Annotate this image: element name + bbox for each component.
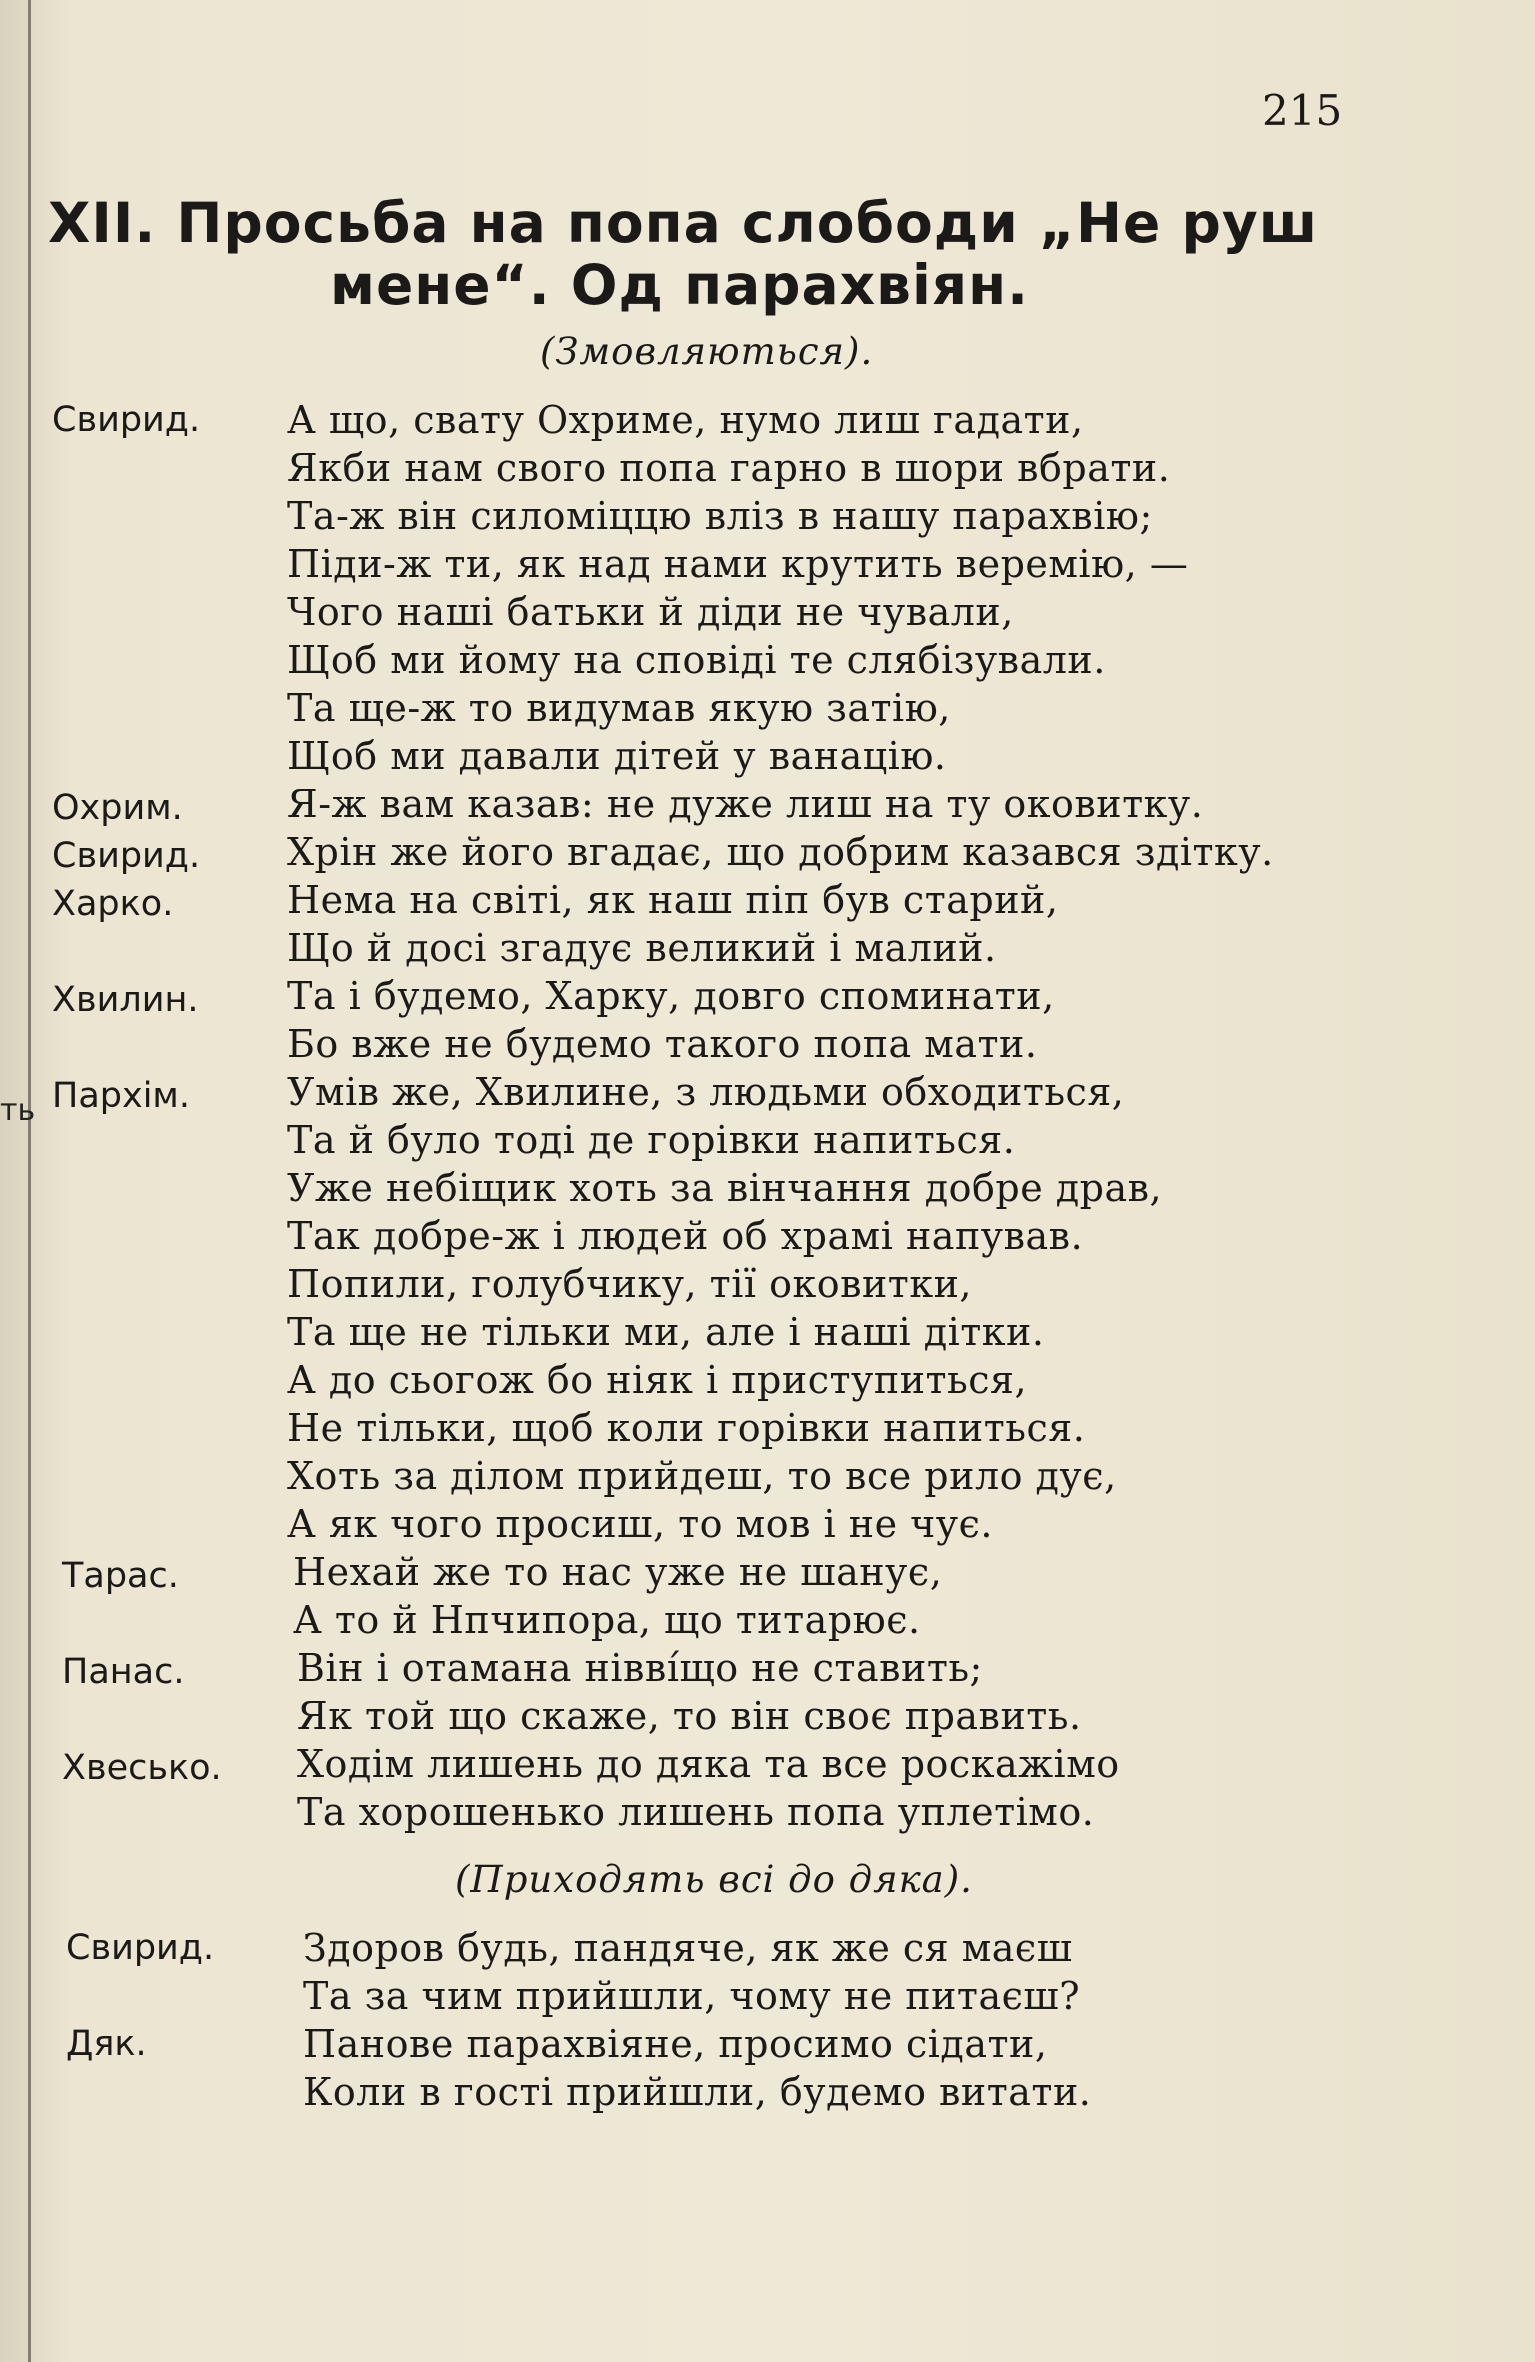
stage-direction: (Змовляються).: [540, 330, 874, 373]
verse-line: А що, свату Охриме, нумо лиш гадати,: [287, 398, 1084, 442]
binding-gutter: [28, 0, 31, 2362]
verse-line: Та за чим прийшли, чому не питаєш?: [303, 1974, 1081, 2018]
speaker-name: Пархім.: [52, 1076, 190, 1116]
verse-line: Здоров будь, пандяче, як же ся маєш: [303, 1926, 1073, 1970]
verse-line: Та хорошенько лишень попа уплетімо.: [297, 1790, 1095, 1834]
verse-line: Як той що скаже, то він своє править.: [297, 1694, 1082, 1738]
verse-line: Та і будемо, Харку, довго споминати,: [287, 974, 1055, 1018]
verse-line: Щоб ми давали дітей у ванацію.: [287, 734, 947, 778]
page-number: 215: [1262, 86, 1343, 135]
speaker-name: Харко.: [52, 884, 174, 924]
verse-line: Попили, голубчику, тії оковитки,: [287, 1262, 972, 1306]
speaker-name: Дяк.: [66, 2024, 147, 2064]
section-title-line-1: XII. Просьба на попа слободи „Не руш: [48, 191, 1319, 255]
verse-line: Чого наші батьки й діди не чували,: [287, 590, 1014, 634]
verse-line: Він і отамана нівві́що не ставить;: [297, 1646, 983, 1690]
verse-line: Хрін же його вгадає, що добрим казався здітку.: [287, 830, 1274, 874]
verse-line: А як чого просиш, то мов і не чує.: [287, 1502, 994, 1546]
speaker-name: Свирид.: [66, 1928, 215, 1968]
stage-direction: (Приходять всі до дяка).: [455, 1858, 973, 1901]
verse-line: Умів же, Хвилине, з людьми обходиться,: [287, 1070, 1125, 1114]
speaker-name: Хвесько.: [62, 1748, 222, 1788]
section-title-line-2: мене“. Од парахвіян.: [330, 253, 1030, 317]
verse-line: Та й було тоді де горівки напиться.: [287, 1118, 1016, 1162]
verse-line: Хоть за ділом прийдеш, то все рило дує,: [287, 1454, 1117, 1498]
verse-line: Я-ж вам казав: не дуже лиш на ту оковитку.: [287, 782, 1204, 826]
speaker-name: Тарас.: [62, 1556, 179, 1596]
verse-line: Якби нам свого попа гарно в шори вбрати.: [287, 446, 1171, 490]
verse-line: Так добре-ж і людей об храмі напував.: [287, 1214, 1084, 1258]
speaker-name: Хвилин.: [52, 980, 199, 1020]
verse-line: Панове парахвіяне, просимо сідати,: [303, 2022, 1048, 2066]
verse-line: Та-ж він силоміццю вліз в нашу парахвію;: [287, 494, 1153, 538]
verse-line: Нехай же то нас уже не шанує,: [293, 1550, 943, 1594]
verse-line: Піди-ж ти, як над нами крутить веремію, —: [287, 542, 1189, 586]
verse-line: Уже небіщик хоть за вінчання добре драв,: [287, 1166, 1163, 1210]
verse-line: А до сьогож бо ніяк і приступиться,: [287, 1358, 1028, 1402]
verse-line: Коли в гості прийшли, будемо витати.: [303, 2070, 1092, 2114]
verse-line: Та ще не тільки ми, але і наші дітки.: [287, 1310, 1045, 1354]
verse-line: Нема на світі, як наш піп був старий,: [287, 878, 1059, 922]
speaker-name: Свирид.: [52, 836, 201, 876]
verse-line: Щоб ми йому на сповіді те слябізували.: [287, 638, 1106, 682]
verse-line: Не тільки, щоб коли горівки напиться.: [287, 1406, 1086, 1450]
verse-line: Що й досі згадує великий і малий.: [287, 926, 997, 970]
verse-line: Бо вже не будемо такого попа мати.: [287, 1022, 1038, 1066]
speaker-name: Панас.: [62, 1652, 185, 1692]
verse-line: Ходім лишень до дяка та все роскажімо: [297, 1742, 1120, 1786]
speaker-name: Свирид.: [52, 400, 201, 440]
verse-line: Та ще-ж то видумав якую затію,: [287, 686, 951, 730]
verse-line: А то й Нпчипора, що титарює.: [293, 1598, 921, 1642]
gutter-text-fragment: ть: [0, 1093, 36, 1128]
speaker-name: Охрим.: [52, 788, 183, 828]
